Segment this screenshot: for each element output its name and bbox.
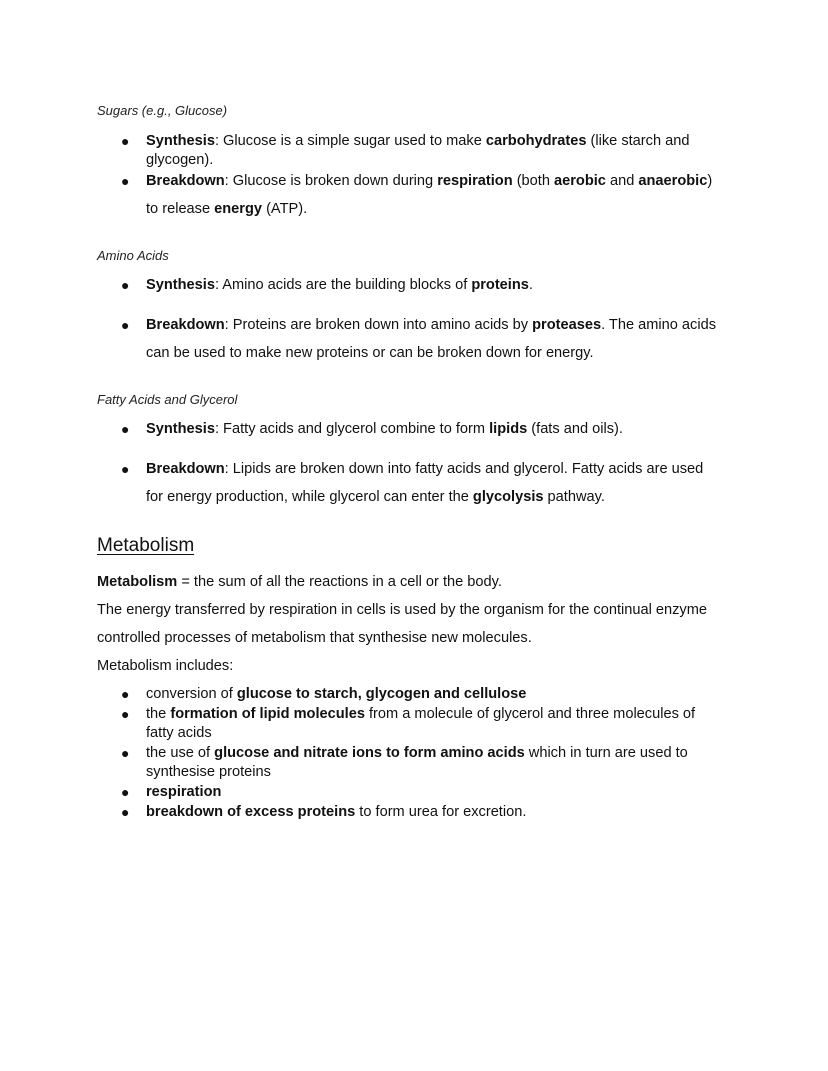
text-run: : Proteins are broken down into amino acids by [224,317,533,333]
text-run: (like starch and [586,133,690,149]
text-line [146,276,533,294]
text-run: pathway. [543,489,605,505]
text-run: . The amino acids [601,317,716,333]
text-run: the [146,706,171,722]
text-run: : Lipids are broken down into fatty acids and glycerol. Fatty acids are used [224,461,704,477]
text-run: synthesise proteins [146,764,271,780]
text-line [146,803,526,821]
text-run: the use of [146,745,215,761]
text-line [146,151,213,169]
bold-text: anaerobic [638,173,708,189]
text-run: The energy transferred by respiration in cells is used by the organism for the continual enzyme [97,602,708,618]
text-run: (both [512,173,555,189]
text-line [146,724,212,742]
text-line [146,172,712,190]
bold-text: glucose and nitrate ions to form amino acids [214,745,525,761]
text-run: to release [146,201,215,217]
bullet-icon: ● [121,461,130,477]
text-line [146,783,221,801]
bold-text: Synthesis [146,133,215,149]
section-heading: Metabolism [97,535,195,556]
bullet-icon: ● [121,317,130,333]
bullet-icon: ● [121,804,130,820]
bold-text: lipids [489,421,528,437]
text-line [146,488,605,506]
bullet-icon: ● [121,784,130,800]
text-line [146,132,689,150]
text-line [97,601,707,619]
section-subheading: Fatty Acids and Glycerol [97,392,238,407]
bold-text: Breakdown [146,173,225,189]
bold-text: Breakdown [146,461,225,477]
text-run: : Fatty acids and glycerol combine to form [214,421,490,437]
text-run: conversion of [146,686,237,702]
bold-text: Synthesis [146,277,215,293]
bullet-icon: ● [121,706,130,722]
text-run: which in turn are used to [524,745,688,761]
text-line [146,763,271,781]
bullet-icon: ● [121,686,130,702]
bullet-icon: ● [121,421,130,437]
text-run: and [605,173,639,189]
bullet-icon: ● [121,745,130,761]
text-run: glycogen). [146,152,214,168]
text-line [146,705,695,723]
bullet-icon: ● [121,133,130,149]
text-run: fatty acids [146,725,212,741]
bold-text: Breakdown [146,317,225,333]
text-line [146,200,307,218]
text-line [97,573,502,591]
text-run: controlled processes of metabolism that synthesise new molecules. [97,630,532,646]
bold-text: proteases [532,317,602,333]
text-line [146,685,526,703]
section-subheading: Amino Acids [97,248,169,263]
text-run: = the sum of all the reactions in a cell or the body. [177,574,502,590]
text-run: . [528,277,533,293]
text-run: from a molecule of glycerol and three molecules of [364,706,696,722]
text-run: Metabolism includes: [97,658,234,674]
section-subheading: Sugars (e.g., Glucose) [97,103,228,118]
bold-text: formation of lipid molecules [170,706,365,722]
text-run: ) [707,173,713,189]
text-line [146,316,716,334]
bullet-icon: ● [121,277,130,293]
text-run: for energy production, while glycerol can enter the [146,489,473,505]
text-line [97,657,233,675]
bold-text: glucose to starch, glycogen and cellulose [236,686,527,702]
bold-text: glycolysis [472,489,544,505]
text-run: (fats and oils). [527,421,623,437]
bold-text: energy [214,201,263,217]
text-run: can be used to make new proteins or can be broken down for energy. [146,345,594,361]
bold-text: carbohydrates [485,133,587,149]
text-run: to form urea for excretion. [355,804,527,820]
text-run: (ATP). [262,201,308,217]
text-line [146,344,594,362]
text-line [97,629,532,647]
bold-text: respiration [437,173,513,189]
bold-text: proteins [471,277,529,293]
bold-text: breakdown of excess proteins [146,804,356,820]
bullet-icon: ● [121,173,130,189]
text-line [146,420,623,438]
text-run: : Glucose is broken down during [224,173,438,189]
bold-text: Synthesis [146,421,215,437]
bold-text: Metabolism [97,574,178,590]
bold-text: aerobic [554,173,606,189]
bold-text: respiration [146,784,222,800]
text-line [146,460,703,478]
text-line [146,744,688,762]
text-run: : Amino acids are the building blocks of [214,277,472,293]
text-run: : Glucose is a simple sugar used to make [214,133,486,149]
